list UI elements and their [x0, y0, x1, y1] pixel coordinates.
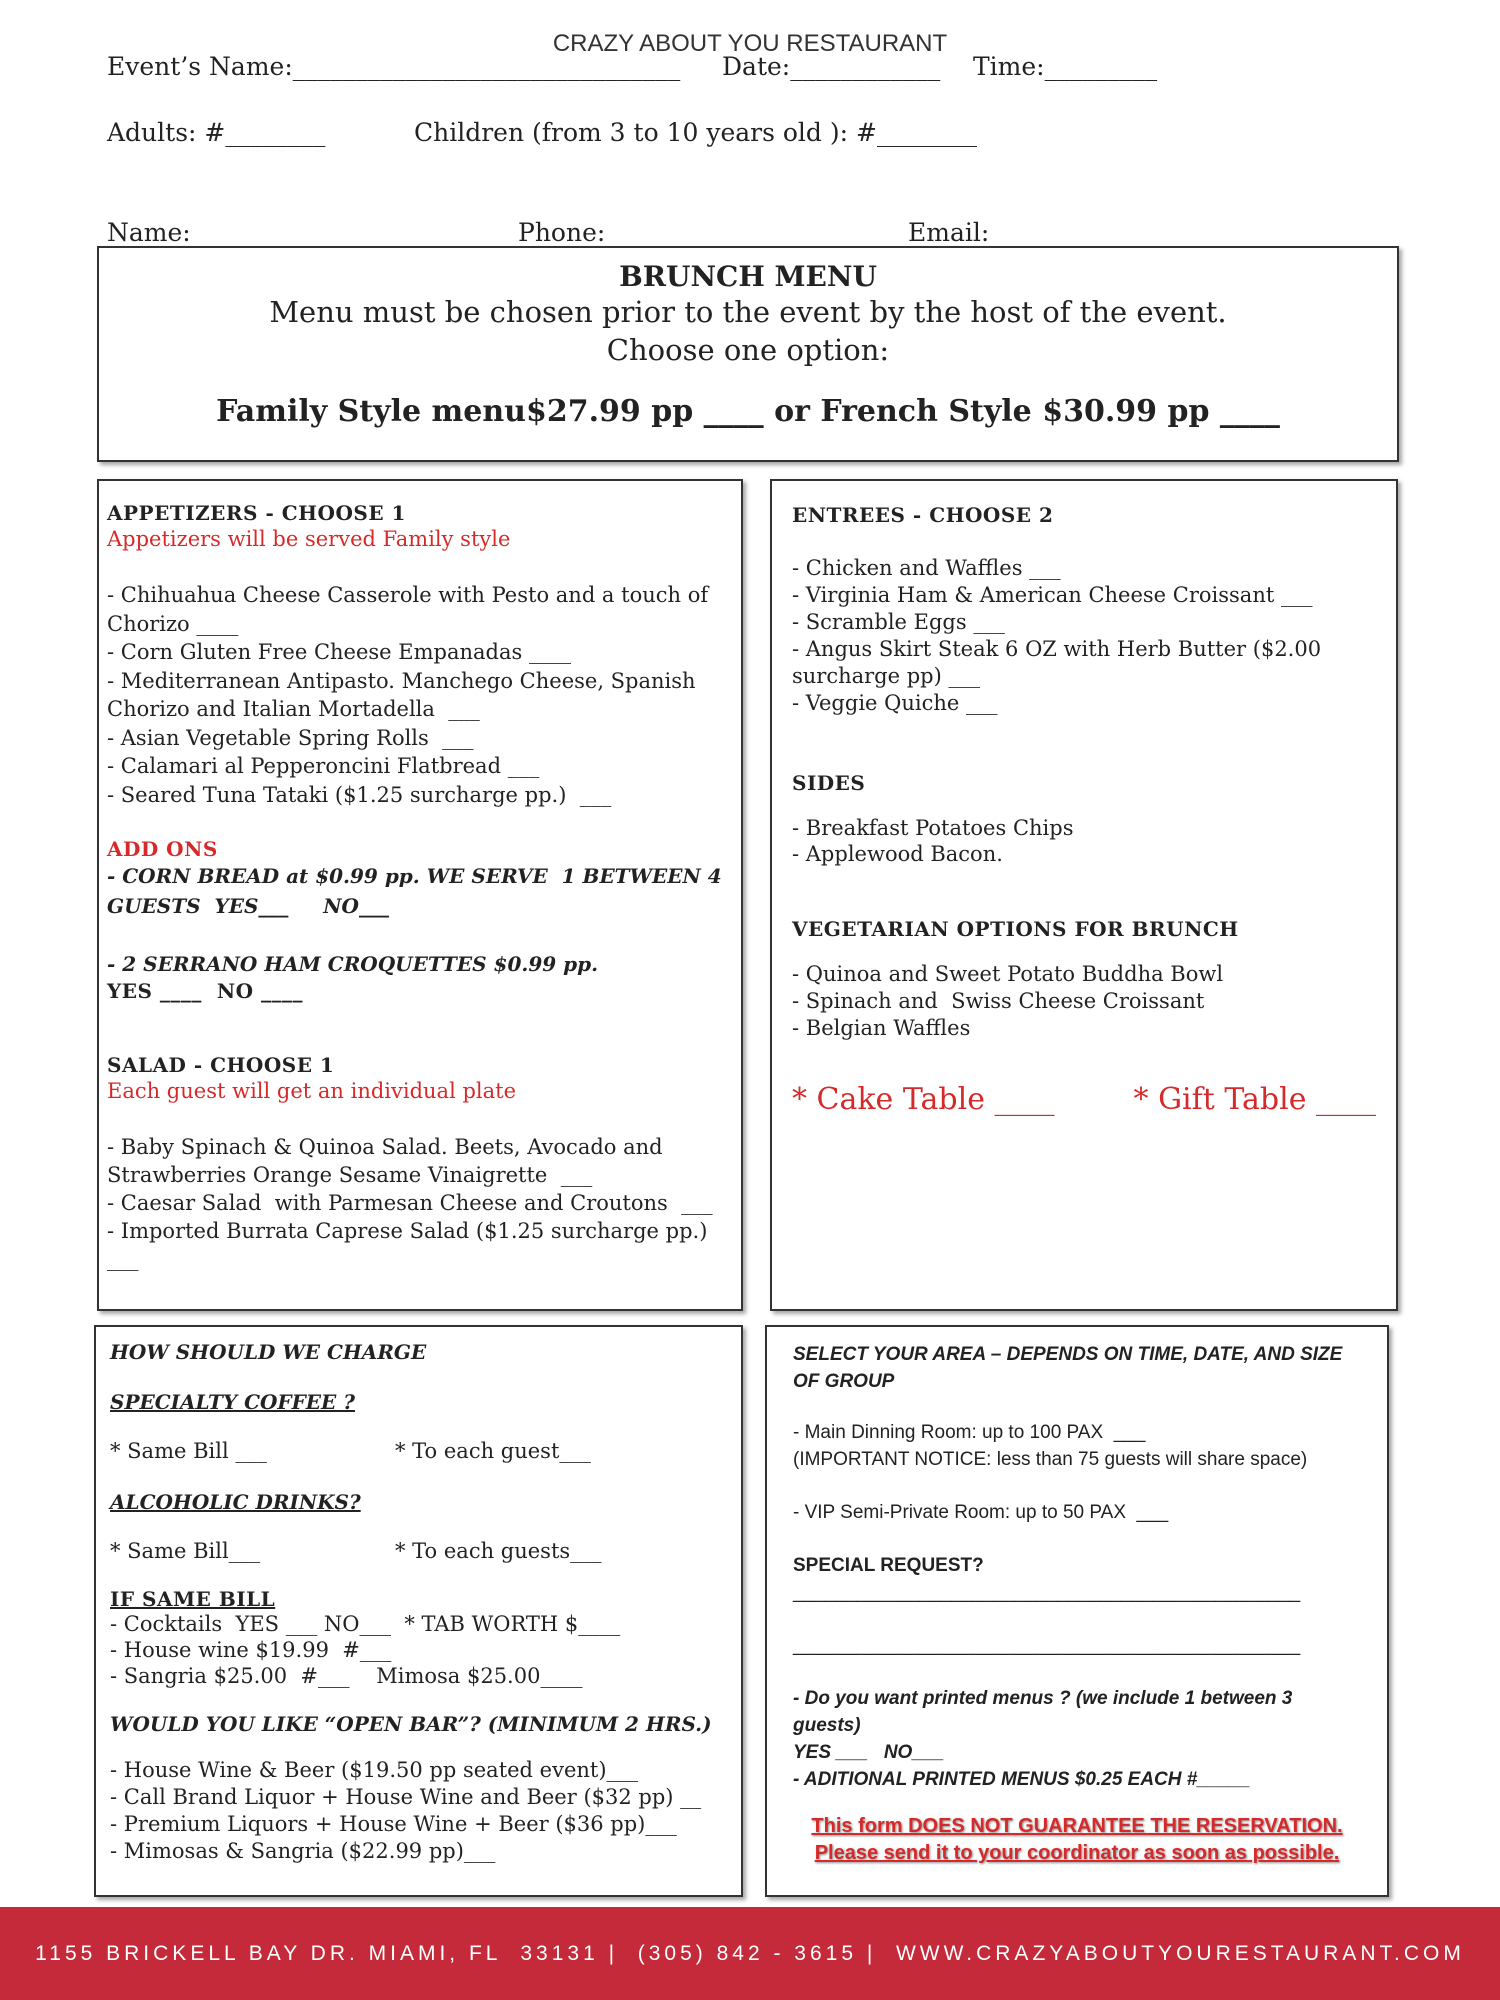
coffee-each-guest[interactable]: * To each guest___: [395, 1439, 591, 1463]
appetizer-item[interactable]: - Mediterranean Antipasto. Manchego Cheese, Spanish Chorizo and Italian Mortadella ___: [107, 668, 703, 721]
event-name-field[interactable]: Event’s Name:_______________________________: [107, 52, 681, 81]
time-field[interactable]: Time:_________: [973, 52, 1158, 81]
open-bar-item[interactable]: - Premium Liquors + House Wine + Beer ($36 pp)___: [110, 1812, 677, 1836]
brunch-title: BRUNCH MENU: [619, 260, 877, 293]
vegetarian-item: - Quinoa and Sweet Potato Buddha Bowl: [792, 962, 1224, 986]
special-request-title: SPECIAL REQUEST?: [793, 1555, 984, 1576]
open-bar-title: WOULD YOU LIKE “OPEN BAR”? (MINIMUM 2 HRS.): [110, 1712, 712, 1736]
addon-croquettes: - 2 SERRANO HAM CROQUETTES $0.99 pp.: [107, 952, 599, 976]
brunch-choose: Choose one option:: [606, 333, 890, 367]
footer-contact: 1155 BRICKELL BAY DR. MIAMI, FL 33131 | (305) 842 - 3615 | WWW.CRAZYABOUTYOURESTAURANT.COM: [0, 1907, 1500, 2000]
coffee-title: SPECIALTY COFFEE ?: [110, 1390, 355, 1414]
vegetarian-title: VEGETARIAN OPTIONS FOR BRUNCH: [792, 917, 1239, 941]
menu-style-options[interactable]: Family Style menu$27.99 pp ____ or French Style $30.99 pp ____: [216, 394, 1280, 429]
warning-line-1: This form DOES NOT GUARANTEE THE RESERVATION.: [811, 1815, 1343, 1837]
salad-item[interactable]: - Caesar Salad with Parmesan Cheese and Croutons ___: [107, 1191, 713, 1215]
area-title: SELECT YOUR AREA – DEPENDS ON TIME, DATE, AND SIZE OF GROUP: [793, 1344, 1343, 1392]
salad-item[interactable]: - Baby Spinach & Quinoa Salad. Beets, Avocado and Strawberries Orange Sesame Vinaigrette ___: [107, 1135, 670, 1187]
salad-item[interactable]: - Imported Burrata Caprese Salad ($1.25 surcharge pp.) ___: [107, 1219, 715, 1271]
gift-table-option[interactable]: * Gift Table ____: [1133, 1082, 1376, 1117]
area-box: [765, 1325, 1389, 1897]
same-bill-title: IF SAME BILL: [110, 1587, 276, 1611]
alcohol-same-bill[interactable]: * Same Bill___: [110, 1539, 261, 1563]
open-bar-item[interactable]: - Mimosas & Sangria ($22.99 pp)___: [110, 1839, 496, 1863]
appetizers-box: [97, 479, 743, 1311]
entree-item[interactable]: - Veggie Quiche ___: [792, 691, 998, 715]
brunch-instructions: Menu must be chosen prior to the event by the host of the event.: [269, 295, 1227, 329]
side-item: - Breakfast Potatoes Chips: [792, 816, 1074, 840]
addon-corn-bread[interactable]: - CORN BREAD at $0.99 pp. WE SERVE 1 BETWEEN 4 GUESTS YES___ NO___: [107, 864, 729, 918]
vegetarian-item: - Spinach and Swiss Cheese Croissant: [792, 989, 1205, 1013]
entree-item[interactable]: - Scramble Eggs ___: [792, 610, 1005, 634]
salad-note: Each guest will get an individual plate: [107, 1079, 517, 1103]
same-bill-item[interactable]: - Cocktails YES ___ NO___ * TAB WORTH $____: [110, 1612, 621, 1636]
open-bar-item[interactable]: - Call Brand Liquor + House Wine and Beer ($32 pp) __: [110, 1785, 702, 1809]
area-notice: (IMPORTANT NOTICE: less than 75 guests will share space): [793, 1449, 1308, 1470]
main-dining-room-option[interactable]: - Main Dinning Room: up to 100 PAX ___: [793, 1422, 1146, 1443]
special-request-line[interactable]: ________________________________________________: [793, 1635, 1301, 1656]
appetizer-item[interactable]: - Corn Gluten Free Cheese Empanadas ____: [107, 640, 571, 664]
charge-box: [94, 1325, 743, 1897]
salad-title: SALAD - CHOOSE 1: [107, 1053, 335, 1077]
entree-item[interactable]: - Angus Skirt Steak 6 OZ with Herb Butter ($2.00 surcharge pp) ___: [792, 637, 1328, 688]
restaurant-name: CRAZY ABOUT YOU RESTAURANT: [552, 30, 948, 57]
children-field[interactable]: Children (from 3 to 10 years old ): #________: [414, 118, 977, 147]
coffee-same-bill[interactable]: * Same Bill ___: [110, 1439, 267, 1463]
brunch-menu-box: [97, 246, 1399, 462]
email-field[interactable]: Email:: [908, 218, 990, 247]
appetizer-item[interactable]: - Calamari al Pepperoncini Flatbread ___: [107, 754, 540, 778]
phone-field[interactable]: Phone:: [518, 218, 606, 247]
open-bar-item[interactable]: - House Wine & Beer ($19.50 pp seated event)___: [110, 1758, 639, 1782]
charge-title: HOW SHOULD WE CHARGE: [110, 1340, 427, 1364]
appetizer-item[interactable]: - Seared Tuna Tataki ($1.25 surcharge pp.) ___: [107, 782, 612, 807]
entrees-title: ENTREES - CHOOSE 2: [792, 503, 1054, 527]
special-request-line[interactable]: ________________________________________________: [793, 1582, 1301, 1603]
same-bill-item[interactable]: - Sangria $25.00 #___ Mimosa $25.00____: [110, 1664, 583, 1688]
vegetarian-item: - Belgian Waffles: [792, 1016, 971, 1040]
same-bill-item[interactable]: - House wine $19.99 #___: [110, 1638, 392, 1662]
side-item: - Applewood Bacon.: [792, 842, 1003, 866]
date-field[interactable]: Date:____________: [722, 52, 941, 81]
appetizer-item[interactable]: - Chihuahua Cheese Casserole with Pesto and a touch of Chorizo ____: [107, 583, 715, 636]
vip-room-option[interactable]: - VIP Semi-Private Room: up to 50 PAX ___: [793, 1502, 1169, 1523]
cake-table-option[interactable]: * Cake Table ____: [792, 1082, 1055, 1117]
addon-croquettes-yes-no[interactable]: YES ____ NO ____: [107, 979, 304, 1003]
sides-title: SIDES: [792, 771, 866, 795]
entree-item[interactable]: - Chicken and Waffles ___: [792, 556, 1061, 580]
name-field[interactable]: Name:: [107, 218, 191, 247]
appetizers-note: Appetizers will be served Family style: [107, 527, 511, 551]
addons-title: ADD ONS: [107, 837, 218, 861]
appetizers-title: APPETIZERS - CHOOSE 1: [107, 501, 406, 525]
entree-item[interactable]: - Virginia Ham & American Cheese Croissant ___: [792, 583, 1313, 607]
adults-field[interactable]: Adults: #________: [107, 118, 326, 147]
additional-printed-menus[interactable]: - ADITIONAL PRINTED MENUS $0.25 EACH #_____: [793, 1769, 1251, 1790]
printed-menus-question: - Do you want printed menus ? (we include 1 between 3 guests): [793, 1688, 1293, 1736]
warning-line-2: Please send it to your coordinator as soon as possible.: [814, 1842, 1340, 1864]
printed-menus-yes-no[interactable]: YES ___ NO___: [793, 1742, 945, 1763]
alcohol-title: ALCOHOLIC DRINKS?: [110, 1490, 361, 1514]
appetizer-item[interactable]: - Asian Vegetable Spring Rolls ___: [107, 725, 474, 750]
entrees-box: [770, 479, 1398, 1311]
alcohol-each-guest[interactable]: * To each guests___: [395, 1539, 602, 1563]
